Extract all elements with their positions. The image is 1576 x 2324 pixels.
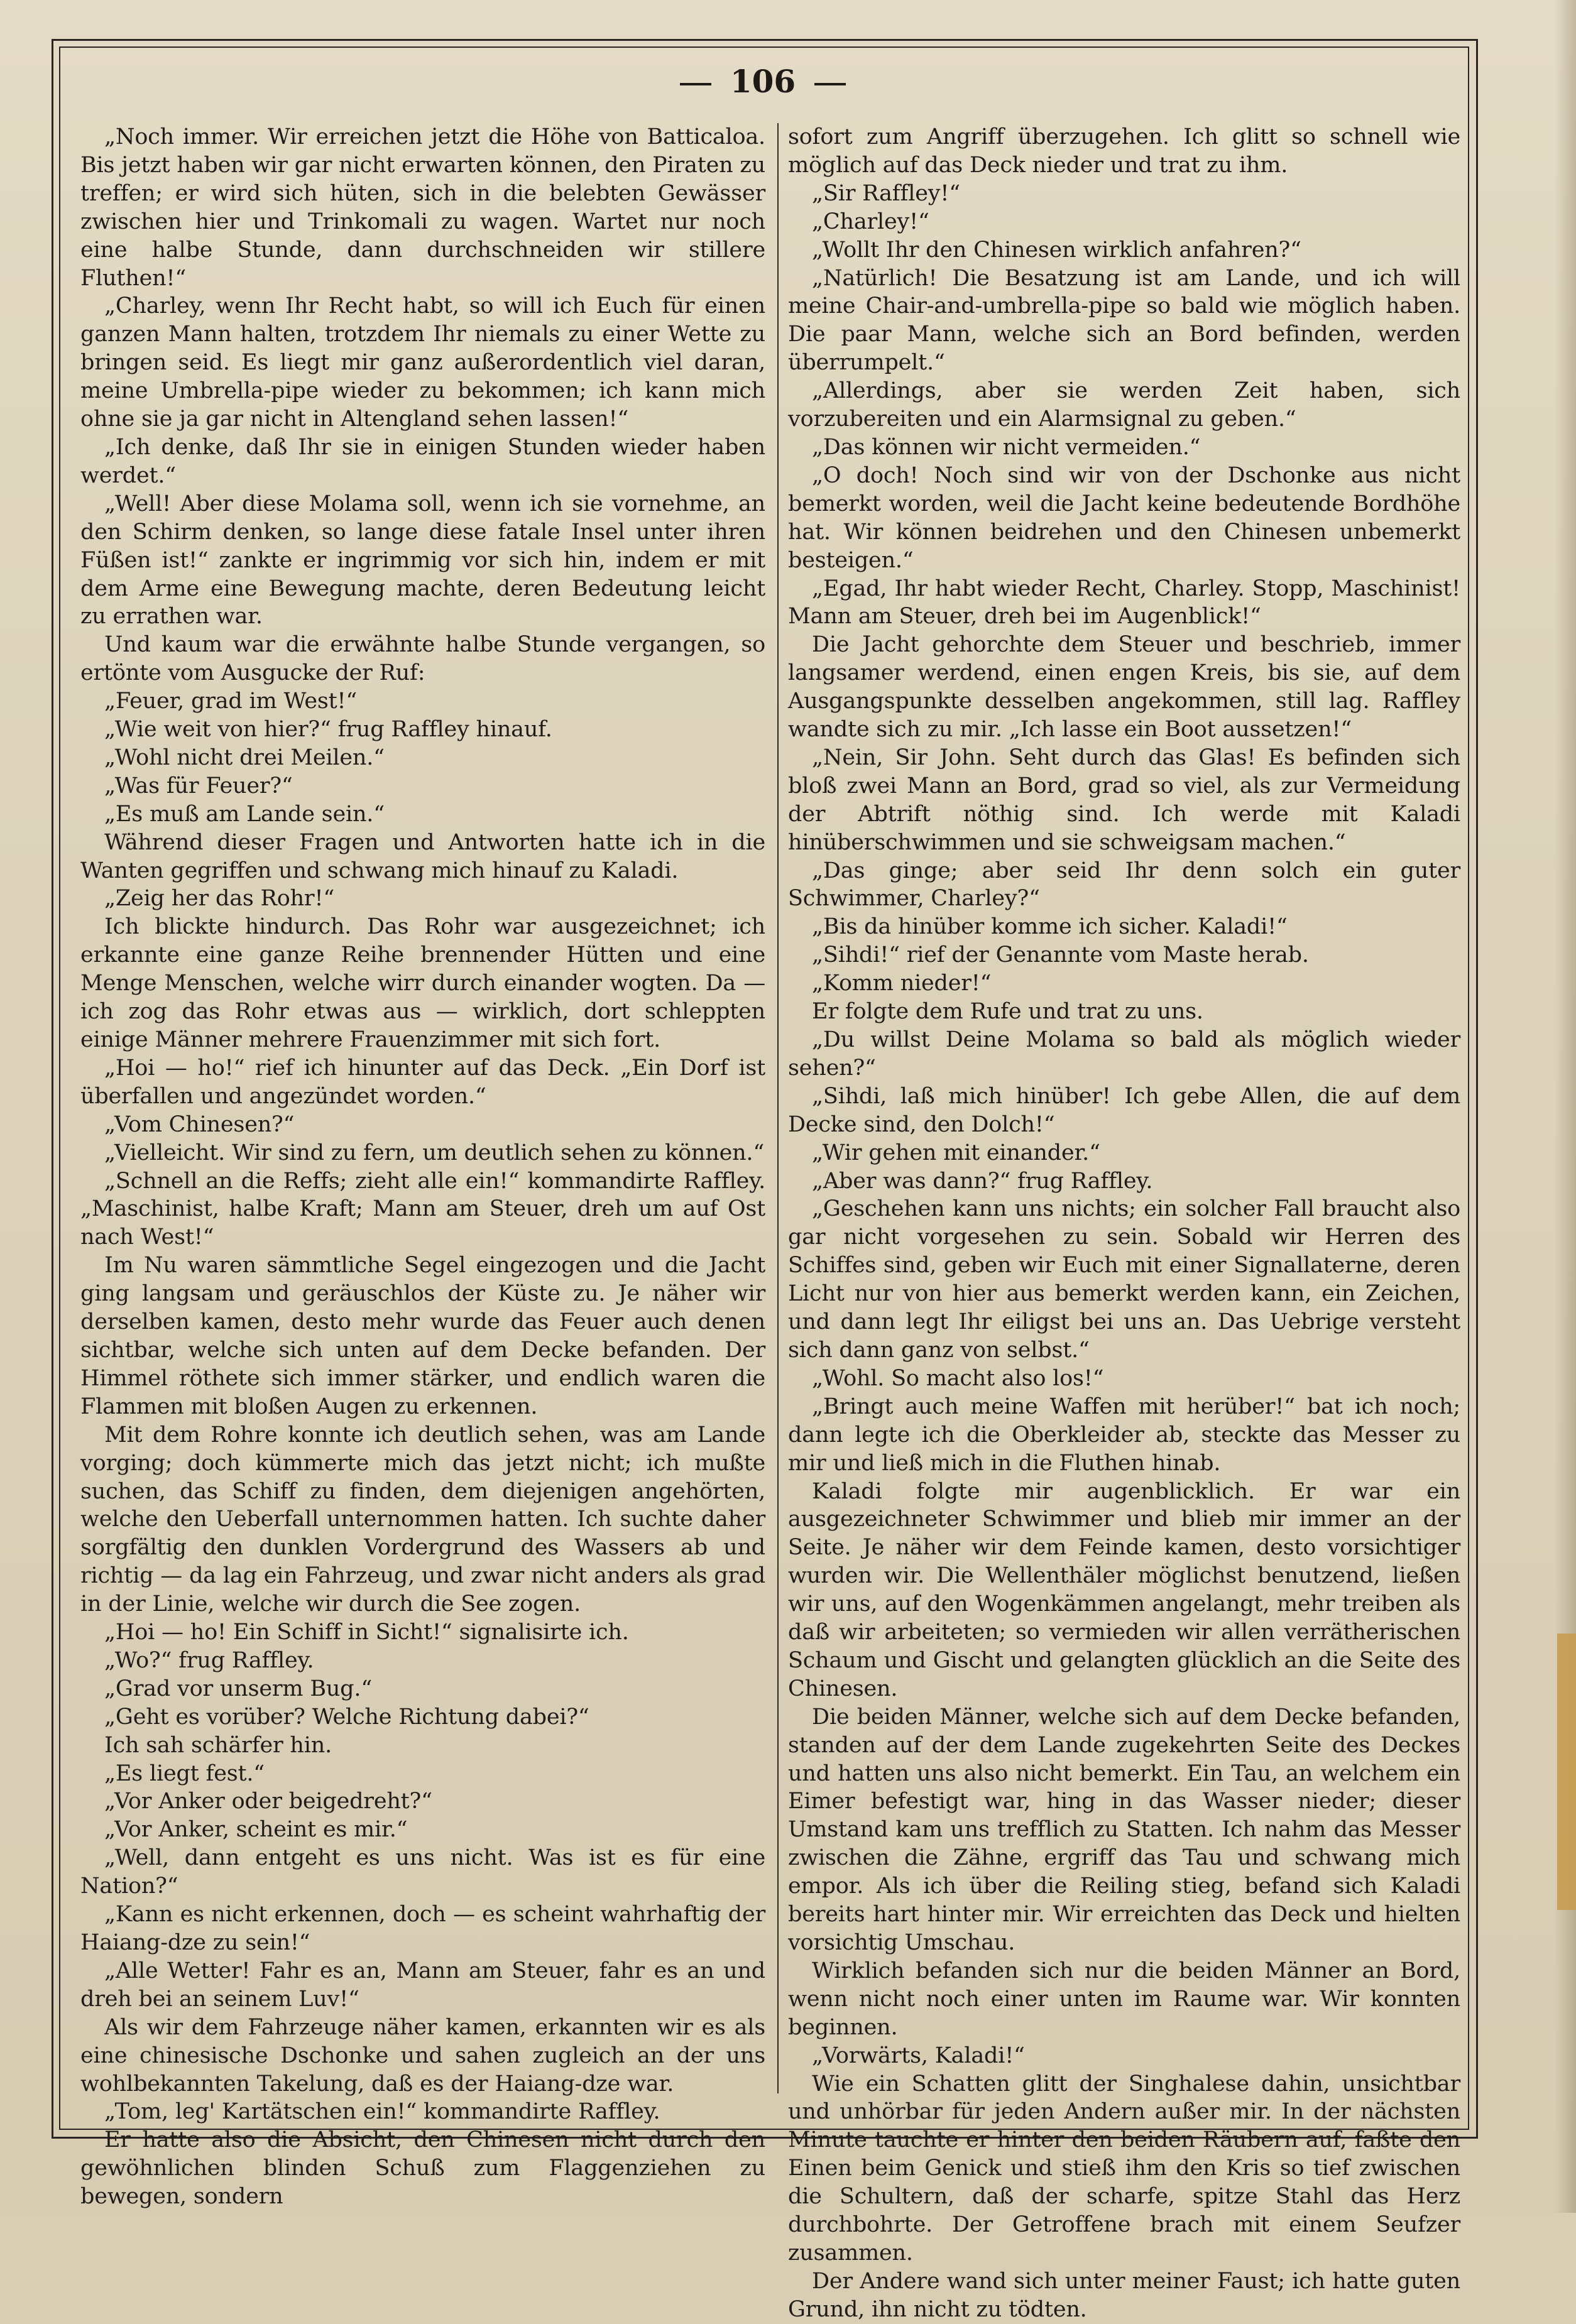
- paragraph: „Vom Chinesen?“: [104, 1111, 295, 1137]
- paragraph: Und kaum war die erwähnte halbe Stunde vergangen, so ertönte vom Ausgucke der Ruf:: [80, 632, 765, 686]
- paragraph: „Komm nieder!“: [812, 971, 992, 996]
- paragraph: „Wohl nicht drei Meilen.“: [104, 745, 385, 770]
- paragraph: „Schnell an die Reffs; zieht alle ein!“ kommandirte Raffley. „Maschinist, halbe Kraft; Mann am Steuer, dreh um auf Ost nach West!“: [80, 1168, 765, 1250]
- paragraph: „Das ginge; aber seid Ihr denn solch ein guter Schwimmer, Charley?“: [788, 858, 1460, 912]
- paragraph: „O doch! Noch sind wir von der Dschonke aus nicht bemerkt worden, weil die Jacht keine bedeutende Bordhöhe hat. Wir können beidrehen und den Chinesen unbemerkt besteigen.“: [788, 462, 1460, 573]
- paragraph: „Hoi — ho! Ein Schiff in Sicht!“ signalisirte ich.: [104, 1620, 629, 1645]
- paragraph: „Charley, wenn Ihr Recht habt, so will ich Euch für einen ganzen Mann halten, trotzdem Ihr niemals zu einer Wette zu bringen seid. Es liegt mir ganz außerordentlich viel daran, meine Umbrella-pipe wieder zu bekommen; ich kann mich ohne sie ja gar nicht in Altengland sehen lassen!“: [80, 293, 765, 432]
- paragraph: „Well! Aber diese Molama soll, wenn ich sie vornehme, an den Schirm denken, so lange diese fatale Insel unter ihren Füßen ist!“ zankte er ingrimmig vor sich hin, indem er mit dem Arme eine Bewegung machte, deren Bedeutung leicht zu errathen war.: [80, 491, 765, 630]
- page-edge-stain: [1557, 1634, 1576, 1910]
- paragraph: „Das können wir nicht vermeiden.“: [812, 434, 1201, 460]
- paragraph: Die beiden Männer, welche sich auf dem Decke befanden, standen auf der dem Lande zugekehrten Seite des Deckes und hatten uns also nicht bemerkt. Ein Tau, an welchem ein Eimer befestigt war, hing in das Wasser nieder; dieser Umstand kam uns trefflich zu Statten. Ich nahm das Messer zwischen die Zähne, ergriff das Tau und schwang mich empor. Als ich über die Reiling stieg, befand sich Kaladi bereits hart hinter mir. Wir erreichten das Deck und hielten vorsichtig Umschau.: [788, 1704, 1460, 1955]
- paragraph: „Vor Anker, scheint es mir.“: [104, 1817, 408, 1843]
- paragraph: „Egad, Ihr habt wieder Recht, Charley. Stopp, Maschinist! Mann am Steuer, dreh bei im Augenblick!“: [788, 576, 1460, 630]
- paragraph: „Sir Raffley!“: [812, 180, 960, 206]
- paragraph: „Vielleicht. Wir sind zu fern, um deutlich sehen zu können.“: [104, 1140, 765, 1165]
- paragraph: „Allerdings, aber sie werden Zeit haben, sich vorzubereiten und ein Alarmsignal zu geben.“: [788, 378, 1460, 432]
- paragraph: „Tom, leg' Kartätschen ein!“ kommandirte Raffley.: [104, 2099, 660, 2125]
- paragraph: „Geht es vorüber? Welche Richtung dabei?“: [104, 1704, 589, 1730]
- paragraph: „Hoi — ho!“ rief ich hinunter auf das Deck. „Ein Dorf ist überfallen und angezündet worden.“: [80, 1055, 765, 1109]
- paragraph: „Geschehen kann uns nichts; ein solcher Fall braucht also gar nicht vorgesehen zu sein. Sobald wir Herren des Schiffes sind, geben wir Euch mit einer Signallaterne, deren Licht nur von hier aus bemerkt werden kann, ein Zeichen, und dann legt Ihr eiligst bei uns an. Das Uebrige versteht sich dann ganz von selbst.“: [788, 1196, 1460, 1363]
- paragraph: „Sihdi!“ rief der Genannte vom Maste herab.: [812, 942, 1309, 968]
- paragraph: Ich blickte hindurch. Das Rohr war ausgezeichnet; ich erkannte eine ganze Reihe brennender Hütten und eine Menge Menschen, welche wirr durch einander wogten. Da — ich zog das Rohr etwas aus — wirklich, dort schleppten einige Männer mehrere Frauenzimmer mit sich fort.: [80, 914, 765, 1052]
- paragraph: „Feuer, grad im West!“: [104, 689, 358, 714]
- page-header: [59, 63, 1467, 107]
- paragraph: „Nein, Sir John. Seht durch das Glas! Es befinden sich bloß zwei Mann an Bord, grad so viel, als zur Vermeidung der Abtrift nöthig sind. Ich werde mit Kaladi hinüberschwimmen und sie schweigsam machen.“: [788, 745, 1460, 855]
- paragraph: Er folgte dem Rufe und trat zu uns.: [812, 999, 1203, 1025]
- paragraph: Mit dem Rohre konnte ich deutlich sehen, was am Lande vorging; doch kümmerte mich das jetzt nicht; ich mußte suchen, das Schiff zu finden, dem diejenigen angehörten, welche den Ueberfall unternommen hatten. Ich suchte daher sorgfältig den dunklen Vordergrund des Wassers ab und richtig — da lag ein Fahrzeug, und zwar nicht anders als grad in der Linie, welche wir durch die See zogen.: [80, 1422, 765, 1617]
- paragraph: „Natürlich! Die Besatzung ist am Lande, und ich will meine Chair-and-umbrella-pipe so bald wie möglich haben. Die paar Mann, welche sich an Bord befinden, werden überrumpelt.“: [788, 265, 1460, 376]
- paragraph: „Wohl. So macht also los!“: [812, 1365, 1104, 1391]
- right-column: [788, 123, 1460, 2324]
- paragraph: „Du willst Deine Molama so bald als möglich wieder sehen?“: [788, 1027, 1460, 1081]
- paragraph: Im Nu waren sämmtliche Segel eingezogen und die Jacht ging langsam und geräuschlos der Küste zu. Je näher wir derselben kamen, desto mehr wurde das Feuer auch denen sichtbar, welche sich unten auf dem Decke befanden. Der Himmel röthete sich immer stärker, und endlich waren die Flammen mit bloßen Augen zu erkennen.: [80, 1253, 765, 1419]
- paragraph: „Wo?“ frug Raffley.: [104, 1647, 314, 1673]
- paragraph: Er hatte also die Absicht, den Chinesen nicht durch den gewöhnlichen blinden Schuß zum Flaggenziehen zu bewegen, sondern: [80, 2127, 765, 2210]
- paragraph: „Alle Wetter! Fahr es an, Mann am Steuer, fahr es an und dreh bei an seinem Luv!“: [80, 1958, 765, 2012]
- paragraph: Kaladi folgte mir augenblicklich. Er war ein ausgezeichneter Schwimmer und blieb mir immer an der Seite. Je näher wir dem Feinde kamen, desto vorsichtiger wurden wir. Die Wellenthäler möglichst benutzend, ließen wir uns, auf den Wogenkämmen angelangt, mehr treiben als daß wir arbeiteten; so vermieden wir allen verrätherischen Schaum und Gischt und gelangten glücklich an die Seite des Chinesen.: [788, 1478, 1460, 1701]
- paragraph: Wirklich befanden sich nur die beiden Männer an Bord, wenn nicht noch einer unten im Raume war. Wir konnten beginnen.: [788, 1958, 1460, 2040]
- paragraph: „Well, dann entgeht es uns nicht. Was ist es für eine Nation?“: [80, 1845, 765, 1899]
- paragraph: „Ich denke, daß Ihr sie in einigen Stunden wieder haben werdet.“: [80, 434, 765, 488]
- header-dash-left: [680, 83, 711, 85]
- paragraph: „Bringt auch meine Waffen mit herüber!“ bat ich noch; dann legte ich die Oberkleider ab, steckte das Messer zu mir und ließ mich in die Fluthen hinab.: [788, 1394, 1460, 1476]
- paragraph: „Was für Feuer?“: [104, 773, 293, 799]
- paragraph: Der Andere wand sich unter meiner Faust; ich hatte guten Grund, ihn nicht zu tödten.: [788, 2268, 1460, 2322]
- left-column: [80, 123, 765, 2211]
- paragraph: „Wie weit von hier?“ frug Raffley hinauf.: [104, 717, 552, 743]
- paragraph: Die Jacht gehorchte dem Steuer und beschrieb, immer langsamer werdend, einen engen Kreis, bis sie, auf dem Ausgangspunkte desselben angekommen, still lag. Raffley wandte sich zu mir. „Ich lasse ein Boot aussetzen!“: [788, 632, 1460, 743]
- paragraph: „Bis da hinüber komme ich sicher. Kaladi!“: [812, 914, 1288, 940]
- page-number: 106: [730, 63, 796, 100]
- paragraph: sofort zum Angriff überzugehen. Ich glitt so schnell wie möglich auf das Deck nieder und trat zu ihm.: [788, 124, 1460, 178]
- paragraph: „Wollt Ihr den Chinesen wirklich anfahren?“: [812, 237, 1301, 263]
- paragraph: „Charley!“: [812, 209, 929, 234]
- paragraph: Während dieser Fragen und Antworten hatte ich in die Wanten gegriffen und schwang mich hinauf zu Kaladi.: [80, 829, 765, 883]
- column-divider: [777, 123, 779, 2093]
- paragraph: „Vorwärts, Kaladi!“: [812, 2043, 1025, 2068]
- paragraph: „Wir gehen mit einander.“: [812, 1140, 1100, 1165]
- paragraph: „Aber was dann?“ frug Raffley.: [812, 1168, 1153, 1194]
- paragraph: „Es liegt fest.“: [104, 1760, 265, 1786]
- paragraph: Als wir dem Fahrzeuge näher kamen, erkannten wir es als eine chinesische Dschonke und sahen zugleich an der uns wohlbekannten Takelung, daß es der Haiang-dze war.: [80, 2014, 765, 2097]
- paragraph: „Vor Anker oder beigedreht?“: [104, 1789, 432, 1814]
- paragraph: „Noch immer. Wir erreichen jetzt die Höhe von Batticaloa. Bis jetzt haben wir gar nicht erwarten können, den Piraten zu treffen; er wird sich hüten, sich in die belebten Gewässer zwischen hier und Trinkomali zu wagen. Wartet nur noch eine halbe Stunde, dann durchschneiden wir stillere Fluthen!“: [80, 124, 765, 291]
- paragraph: Ich sah schärfer hin.: [104, 1732, 332, 1758]
- paragraph: „Kann es nicht erkennen, doch — es scheint wahrhaftig der Haiang-dze zu sein!“: [80, 1902, 765, 1955]
- paragraph: „Es muß am Lande sein.“: [104, 801, 385, 827]
- paragraph: „Sihdi, laß mich hinüber! Ich gebe Allen, die auf dem Decke sind, den Dolch!“: [788, 1083, 1460, 1137]
- paragraph: Wie ein Schatten glitt der Singhalese dahin, unsichtbar und unhörbar für jeden Andern außer mir. In der nächsten Minute tauchte er hinter den beiden Räubern auf, faßte den Einen beim Genick und stieß ihm den Kris so tief zwischen die Schultern, daß der scharfe, spitze Stahl das Herz durchbohrte. Der Getroffene brach mit einem Seufzer zusammen.: [788, 2071, 1460, 2266]
- paragraph: „Zeig her das Rohr!“: [104, 886, 335, 912]
- header-dash-right: [814, 83, 846, 85]
- paragraph: „Grad vor unserm Bug.“: [104, 1676, 373, 1701]
